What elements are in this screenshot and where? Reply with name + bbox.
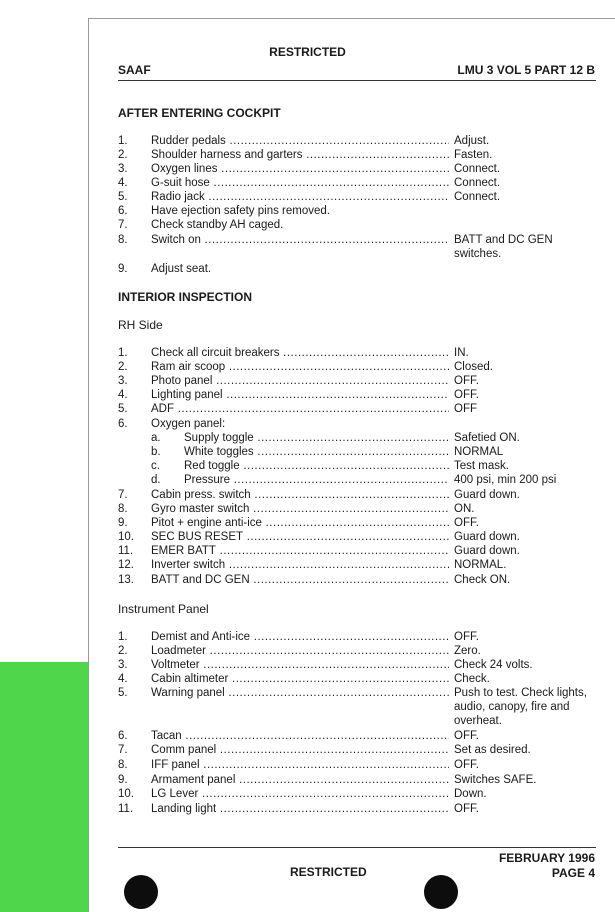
item-number: 7. xyxy=(118,219,128,231)
list-item xyxy=(118,162,596,176)
item-value: BATT and DC GEN switches. xyxy=(454,234,553,260)
item-number: 6. xyxy=(118,205,128,217)
item-label: Landing light ..... xyxy=(151,802,449,816)
item-value: OFF. xyxy=(454,631,479,643)
item-label: Have ejection safety pins removed. xyxy=(151,205,330,217)
item-letter: b. xyxy=(151,446,161,458)
list-item xyxy=(118,360,596,374)
item-number: 4. xyxy=(118,389,128,401)
list-item xyxy=(118,802,596,816)
list-item xyxy=(118,686,596,728)
list-item xyxy=(118,402,596,416)
item-label: G-suit hose ..... xyxy=(151,176,449,190)
item-value: OFF. xyxy=(454,375,479,387)
item-label: IFF panel ..... xyxy=(151,758,449,772)
document-org: SAAF xyxy=(118,63,151,77)
list-item xyxy=(118,388,596,402)
list-item xyxy=(118,148,596,162)
footer-date: FEBRUARY 1996 xyxy=(498,851,595,865)
list-item xyxy=(118,218,596,232)
list-item xyxy=(118,233,596,261)
item-label: EMER BATT ..... xyxy=(151,544,449,558)
item-number: 3. xyxy=(118,163,128,175)
item-label: Pressure ..... xyxy=(184,473,449,487)
list-item xyxy=(118,758,596,772)
list-item xyxy=(118,176,596,190)
item-value: Connect. xyxy=(454,177,501,189)
item-value: Connect. xyxy=(454,191,501,203)
list-item xyxy=(118,530,596,544)
item-label: Armament panel ..... xyxy=(151,773,449,787)
item-label: SEC BUS RESET ..... xyxy=(151,530,449,544)
list-item xyxy=(118,431,596,445)
item-number: 3. xyxy=(118,375,128,387)
item-label: Red toggle ..... xyxy=(184,459,449,473)
punch-hole xyxy=(124,875,158,909)
item-value: Safetied ON. xyxy=(454,432,520,444)
list-item xyxy=(118,644,596,658)
item-number: 1. xyxy=(118,135,128,147)
item-number: 13. xyxy=(118,574,134,586)
document-reference: LMU 3 VOL 5 PART 12 B xyxy=(457,63,595,77)
item-number: 2. xyxy=(118,361,128,373)
item-label: Lighting panel ..... xyxy=(151,388,449,402)
list-item xyxy=(118,516,596,530)
item-value: Fasten. xyxy=(454,149,493,161)
list-item xyxy=(118,558,596,572)
footer-page-number: PAGE 4 xyxy=(551,866,595,880)
punch-hole xyxy=(424,875,458,909)
item-value: Adjust. xyxy=(454,135,490,147)
item-label: LG Lever ..... xyxy=(151,787,449,801)
restricted-header: RESTRICTED xyxy=(269,45,346,59)
subheading-instrument-panel: Instrument Panel xyxy=(118,602,209,616)
item-value: OFF xyxy=(454,403,477,415)
item-value: ON. xyxy=(454,503,475,515)
item-label: Check standby AH caged. xyxy=(151,219,284,231)
item-value: Connect. xyxy=(454,163,501,175)
footer-rule xyxy=(118,847,596,848)
item-value: NORMAL. xyxy=(454,559,507,571)
list-item xyxy=(118,787,596,801)
item-label: Warning panel ..... xyxy=(151,686,449,700)
item-label: Cabin press. switch ..... xyxy=(151,488,449,502)
item-value: Guard down. xyxy=(454,531,520,543)
item-label: BATT and DC GEN ..... xyxy=(151,573,449,587)
item-label: Radio jack ..... xyxy=(151,190,449,204)
item-number: 5. xyxy=(118,403,128,415)
item-number: 9. xyxy=(118,517,128,529)
item-value: Guard down. xyxy=(454,545,520,557)
list-item xyxy=(118,743,596,757)
list-item xyxy=(118,672,596,686)
list-item xyxy=(118,374,596,388)
item-value: Push to test. Check lights, audio, canopy, fire and overheat. xyxy=(454,687,587,727)
item-label: Cabin altimeter ..... xyxy=(151,672,449,686)
item-label: White toggles ..... xyxy=(184,445,449,459)
item-number: 10. xyxy=(118,788,134,800)
item-number: 8. xyxy=(118,234,128,246)
list-item xyxy=(118,262,596,276)
item-label: Loadmeter ..... xyxy=(151,644,449,658)
item-number: 5. xyxy=(118,687,128,699)
item-label: Demist and Anti-ice ..... xyxy=(151,630,449,644)
item-value: Set as desired. xyxy=(454,744,531,756)
item-number: 2. xyxy=(118,645,128,657)
item-label: Rudder pedals ..... xyxy=(151,134,449,148)
item-letter: a. xyxy=(151,432,161,444)
item-number: 1. xyxy=(118,347,128,359)
item-value: OFF. xyxy=(454,803,479,815)
green-tab xyxy=(0,662,88,912)
list-item xyxy=(118,573,596,587)
item-label: Inverter switch ..... xyxy=(151,558,449,572)
item-value: 400 psi, min 200 psi xyxy=(454,474,557,486)
item-value: Check 24 volts. xyxy=(454,659,533,671)
item-label: Check all circuit breakers ..... xyxy=(151,346,449,360)
item-label: Adjust seat. xyxy=(151,263,212,275)
section-title-after-entering: AFTER ENTERING COCKPIT xyxy=(118,106,281,120)
item-number: 6. xyxy=(118,418,128,430)
list-item xyxy=(118,346,596,360)
list-item xyxy=(118,445,596,459)
item-number: 5. xyxy=(118,191,128,203)
item-value: Guard down. xyxy=(454,489,520,501)
item-label: Supply toggle ..... xyxy=(184,431,449,445)
list-item xyxy=(118,204,596,218)
item-number: 6. xyxy=(118,730,128,742)
item-value: Zero. xyxy=(454,645,481,657)
item-number: 2. xyxy=(118,149,128,161)
item-label: Gyro master switch ..... xyxy=(151,502,449,516)
restricted-footer: RESTRICTED xyxy=(290,865,367,879)
list-item xyxy=(118,630,596,644)
item-value: NORMAL xyxy=(454,446,504,458)
item-value: Closed. xyxy=(454,361,493,373)
list-item xyxy=(118,417,596,431)
item-value: Switches SAFE. xyxy=(454,774,537,786)
item-number: 1. xyxy=(118,631,128,643)
item-label: Comm panel ..... xyxy=(151,743,449,757)
item-label: Switch on ..... xyxy=(151,233,449,247)
item-label: Oxygen lines ..... xyxy=(151,162,449,176)
item-number: 4. xyxy=(118,673,128,685)
item-number: 11. xyxy=(118,803,134,815)
item-label: Pitot + engine anti-ice ..... xyxy=(151,516,449,530)
item-value: OFF. xyxy=(454,389,479,401)
section-title-interior-inspection: INTERIOR INSPECTION xyxy=(118,290,253,304)
list-item xyxy=(118,544,596,558)
list-item xyxy=(118,473,596,487)
list-item xyxy=(118,488,596,502)
list-item xyxy=(118,658,596,672)
item-number: 3. xyxy=(118,659,128,671)
item-number: 8. xyxy=(118,503,128,515)
header-rule xyxy=(118,80,596,81)
item-value: Check ON. xyxy=(454,574,511,586)
item-number: 7. xyxy=(118,489,128,501)
item-value: Down. xyxy=(454,788,487,800)
item-number: 9. xyxy=(118,263,128,275)
list-item xyxy=(118,459,596,473)
item-value: OFF. xyxy=(454,759,479,771)
list-item xyxy=(118,502,596,516)
item-letter: d. xyxy=(151,474,161,486)
item-letter: c. xyxy=(151,460,160,472)
item-value: OFF. xyxy=(454,517,479,529)
item-label: Photo panel ..... xyxy=(151,374,449,388)
item-label: Oxygen panel: xyxy=(151,418,226,430)
list-item xyxy=(118,190,596,204)
item-value: IN. xyxy=(454,347,469,359)
item-number: 12. xyxy=(118,559,134,571)
list-item xyxy=(118,134,596,148)
item-label: Voltmeter ..... xyxy=(151,658,449,672)
item-number: 10. xyxy=(118,531,134,543)
subheading-rh-side: RH Side xyxy=(118,318,163,332)
list-item xyxy=(118,773,596,787)
item-number: 7. xyxy=(118,744,128,756)
item-number: 4. xyxy=(118,177,128,189)
list-item xyxy=(118,729,596,743)
item-label: Tacan ..... xyxy=(151,729,449,743)
item-label: Shoulder harness and garters ..... xyxy=(151,148,449,162)
item-value: OFF. xyxy=(454,730,479,742)
item-number: 11. xyxy=(118,545,134,557)
item-number: 8. xyxy=(118,759,128,771)
item-number: 9. xyxy=(118,774,128,786)
item-value: Test mask. xyxy=(454,460,509,472)
item-label: ADF ..... xyxy=(151,402,449,416)
item-label: Ram air scoop ..... xyxy=(151,360,449,374)
item-value: Check. xyxy=(454,673,490,685)
